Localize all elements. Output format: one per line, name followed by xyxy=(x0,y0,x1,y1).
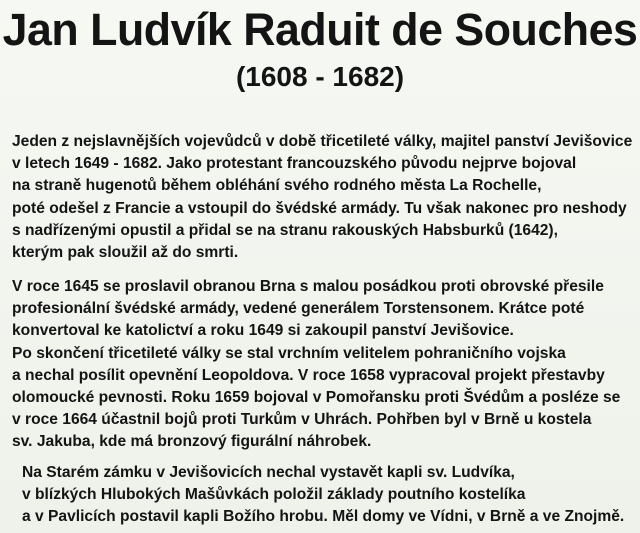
paragraph-3 xyxy=(22,462,624,529)
paragraph-2 xyxy=(12,276,620,454)
text-line: s nadřízenými opustil a přidal se na stranu rakouských Habsburků (1642), xyxy=(12,221,558,239)
text-line: a nechal posílit opevnění Leopoldova. V roce 1658 vypracoval projekt přestavby xyxy=(12,366,605,384)
text-line: Jeden z nejslavnějších vojevůdců v době třicetileté války, majitel panství Jevišovice xyxy=(12,133,633,150)
text-line: kterým pak sloužil až do smrti. xyxy=(12,244,239,262)
sign-years: (1608 - 1682) xyxy=(235,61,405,92)
text-line: sv. Jakuba, kde má bronzový figurální náhrobek. xyxy=(12,433,372,451)
text-line: a v Pavlicích postavil kapli Božího hrobu. Měl domy ve Vídni, v Brně a ve Znojmě. xyxy=(22,508,625,526)
text-line: Na Starém zámku v Jevišovicích nechal vystavět kapli sv. Ludvíka, xyxy=(22,464,515,481)
text-line: Po skončení třicetileté války se stal vrchním velitelem pohraničního vojska xyxy=(12,344,566,362)
text-line: poté odešel z Francie a vstoupil do švédské armády. Tu však nakonec pro neshody xyxy=(12,199,627,217)
text-line: konvertoval ke katolictví a roku 1649 si zakoupil panství Jevišovice. xyxy=(12,322,514,340)
text-line: profesionální švédské armády, vedené generálem Torstensonem. Krátce poté xyxy=(12,300,585,318)
text-line: v roce 1664 účastnil bojů proti Turkům v Uhrách. Pohřben byl v Brně u kostela xyxy=(12,411,592,429)
text-line: v letech 1649 - 1682. Jako protestant francouzského původu nejprve bojoval xyxy=(12,155,577,173)
text-line: na straně hugenotů během obléhání svého rodného města La Rochelle, xyxy=(12,177,542,195)
paragraph-1 xyxy=(12,131,632,264)
text-line: olomoucké pevnosti. Roku 1659 bojoval v Pomořansku proti Švédům a posléze se xyxy=(12,389,621,407)
text-line: V roce 1645 se proslavil obranou Brna s malou posádkou proti obrovské přesile xyxy=(12,278,604,295)
sign-title: Jan Ludvík Raduit de Souches xyxy=(2,4,638,55)
text-line: v blízkých Hlubokých Mašůvkách položil základy poutního kostelíka xyxy=(22,486,526,504)
